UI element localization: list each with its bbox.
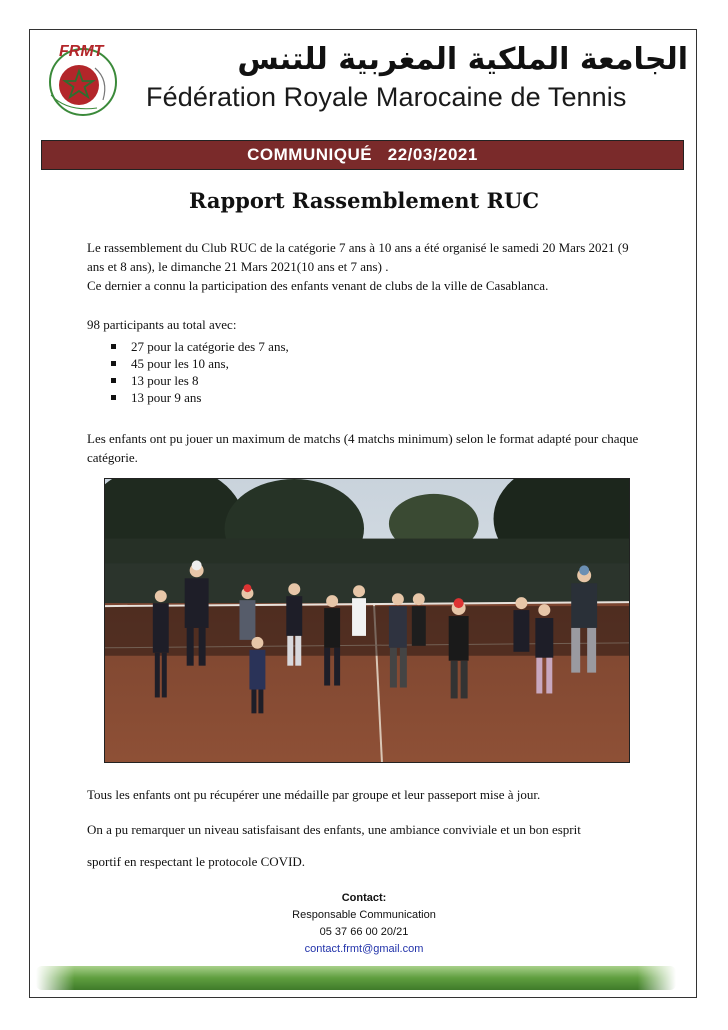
frmt-logo <box>37 40 129 118</box>
grass-footer-decoration <box>36 962 676 992</box>
group-photo <box>104 478 630 763</box>
level-paragraph-line-1: On a pu remarquer un niveau satisfaisant des enfants, une ambiance conviviale et un bon esprit <box>87 822 581 837</box>
logo-text: FRMT <box>59 43 104 60</box>
contact-role: Responsable Communication <box>292 909 436 921</box>
federation-arabic-name: الجامعة الملكية المغربية للتنس <box>237 42 688 77</box>
intro-line-2: Ce dernier a connu la participation des enfants venant de clubs de la ville de Casablanca. <box>87 278 549 293</box>
participants-list <box>108 338 289 406</box>
document-title: Rapport Rassemblement RUC <box>188 188 540 213</box>
federation-name: Fédération Royale Marocaine de Tennis <box>146 82 627 112</box>
participants-intro: 98 participants au total avec: <box>87 317 237 332</box>
contact-block <box>0 890 728 958</box>
list-item: 13 pour les 8 <box>108 372 289 389</box>
intro-paragraph <box>87 238 647 295</box>
communique-label: COMMUNIQUÉ 22/03/2021 <box>247 145 478 164</box>
list-item: 27 pour la catégorie des 7 ans, <box>108 338 289 355</box>
level-paragraph-line-2: sportif en respectant le protocole COVID. <box>87 854 306 869</box>
matches-paragraph: Les enfants ont pu jouer un maximum de matchs (4 matchs minimum) selon le format adapté pour chaque catégorie. <box>87 431 639 465</box>
list-item: 45 pour les 10 ans, <box>108 355 289 372</box>
list-item: 13 pour 9 ans <box>108 389 289 406</box>
medals-paragraph: Tous les enfants ont pu récupérer une médaille par groupe et leur passeport mise à jour. <box>87 787 541 802</box>
communique-banner <box>41 140 684 170</box>
contact-phone: 05 37 66 00 20/21 <box>319 926 409 938</box>
intro-line-1: Le rassemblement du Club RUC de la catégorie 7 ans à 10 ans a été organisé le samedi 20 Mars 2021 (9 ans et 8 ans), le dimanche 21 Mars 2021(10 ans et 7 ans) . <box>87 240 629 274</box>
contact-label: Contact: <box>341 892 387 904</box>
contact-email-link[interactable]: contact.frmt@gmail.com <box>304 943 424 955</box>
